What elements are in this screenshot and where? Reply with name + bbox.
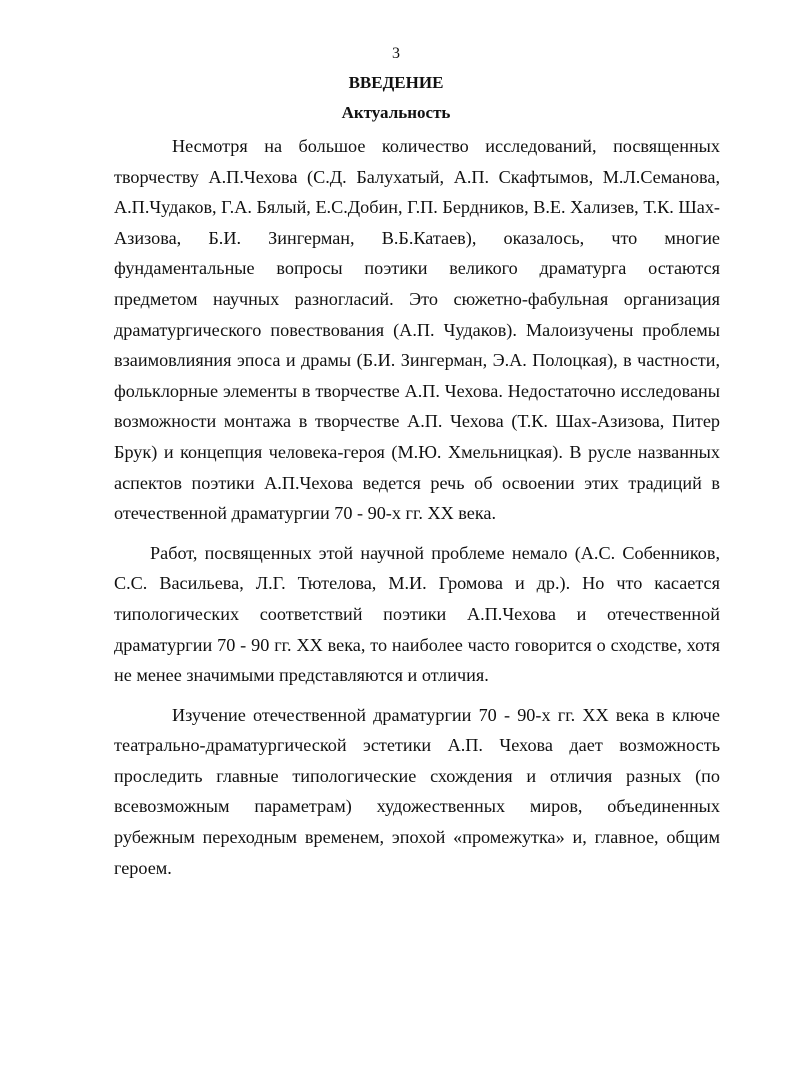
paragraph-3: Изучение отечественной драматургии 70 - 90-х гг. XX века в ключе театрально-драматургической эстетики А.П. Чехова дает возможность проследить главные типологические схождения и отличия разных (по всевозможным параметрам) художественных миров, объединенных рубежным переходным временем, эпохой «промежутка» и, главное, общим героем. — [114, 704, 720, 878]
section-title: Актуальность — [341, 103, 451, 122]
paragraph-2: Работ, посвященных этой научной проблеме немало (А.С. Собенников, С.С. Васильева, Л.Г. Тютелова, М.И. Громова и др.). Но что касается типологических соответствий поэтики А.П.Чехова и отечественной драматургии 70 - 90 гг. XX века, то наиболее часто говорится о сходстве, хотя не менее значимыми представляются и отличия. — [114, 542, 720, 686]
body-text — [114, 131, 720, 883]
page-title: ВВЕДЕНИЕ — [348, 73, 444, 92]
page-number: 3 — [392, 45, 400, 62]
paragraph-1: Несмотря на большое количество исследований, посвященных творчеству А.П.Чехова (С.Д. Балухатый, А.П. Скафтымов, М.Л.Семанова, А.П.Чудаков, Г.А. Бялый, Е.С.Добин, Г.П. Бердников, В.Е. Хализев, Т.К. Шах-Азизова, Б.И. Зингерман, В.Б.Катаев), оказалось, что многие фундаментальные вопросы поэтики великого драматурга остаются предметом научных разногласий. Это сюжетно-фабульная организация драматургического повествования (А.П. Чудаков). Малоизучены проблемы взаимовлияния эпоса и драмы (Б.И. Зингерман, Э.А. Полоцкая), в частности, фольклорные элементы в творчестве А.П. Чехова. Недостаточно исследованы возможности монтажа в творчестве А.П. Чехова (Т.К. Шах-Азизова, Питер Брук) и концепция человека-героя (М.Ю. Хмельницкая). В русле названных аспектов поэтики А.П.Чехова ведется речь об освоении этих традиций в отечественной драматургии 70 - 90-х гг. XX века. — [114, 136, 720, 524]
